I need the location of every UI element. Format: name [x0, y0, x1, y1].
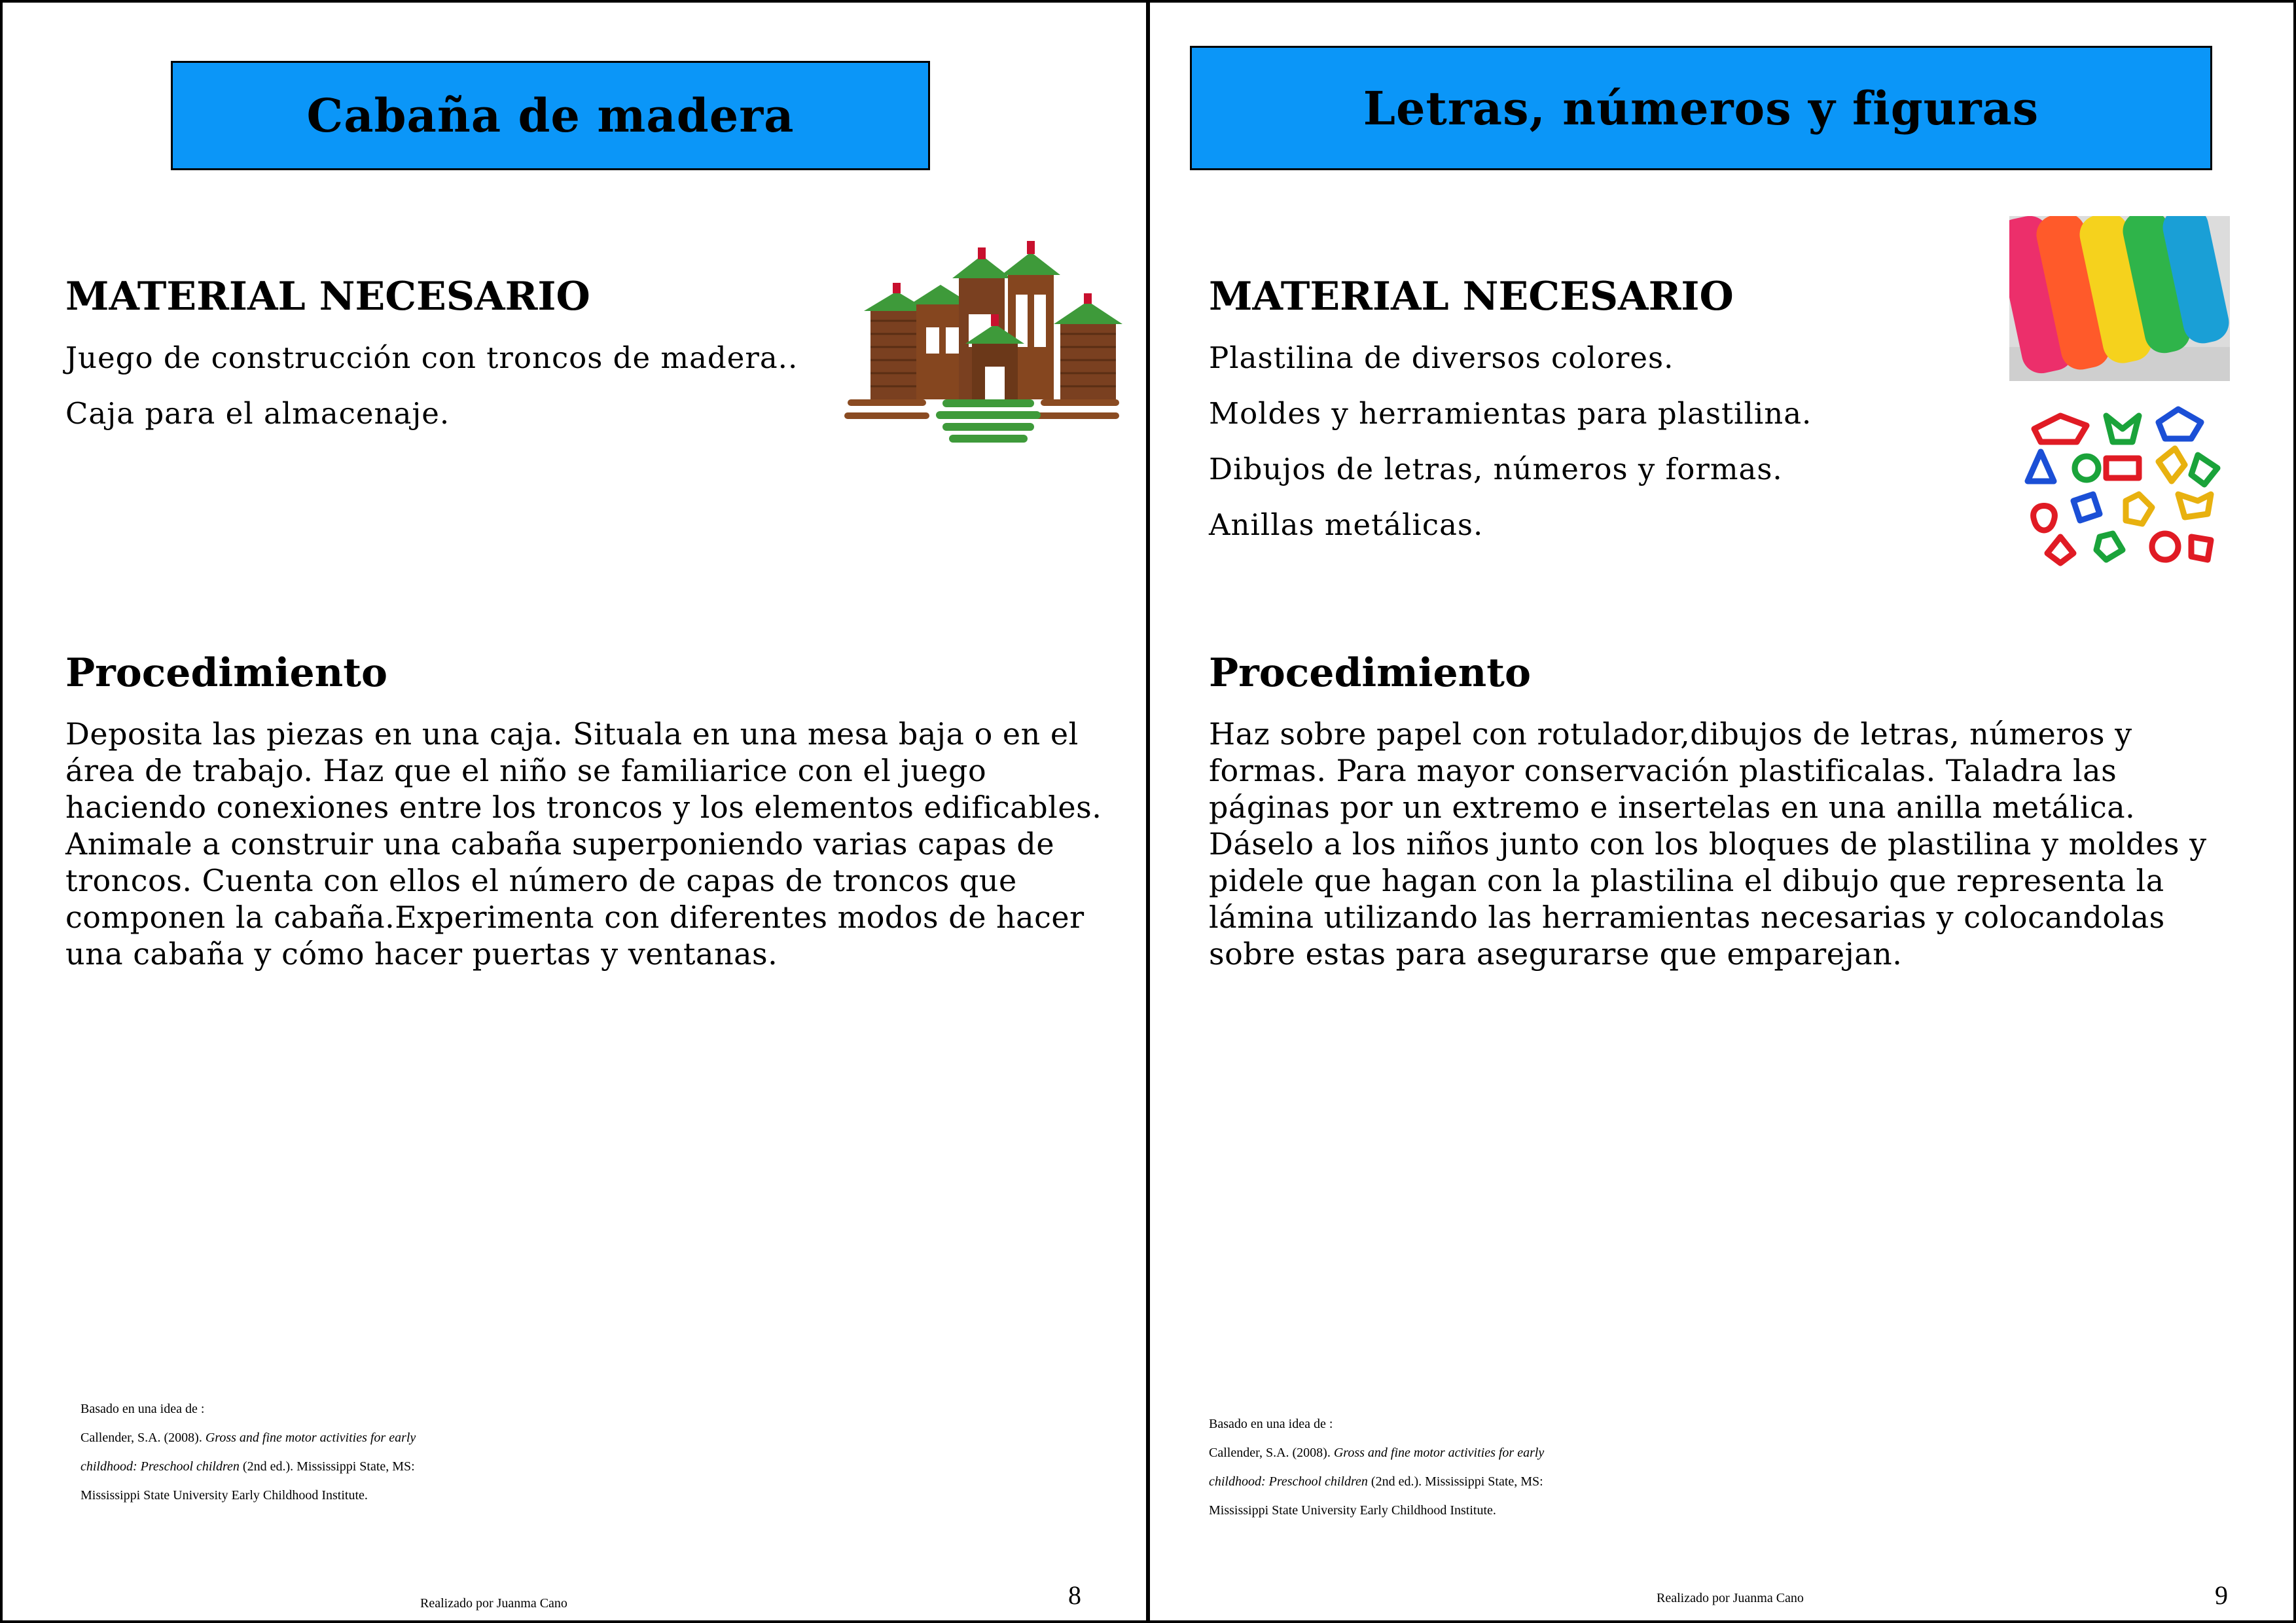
reference-intro: Basado en una idea de :: [81, 1402, 205, 1416]
left-material-item: Juego de construcción con troncos de madera..: [65, 340, 798, 375]
procedure-line: Dáselo a los niños junto con los bloques de plastilina y moldes y: [1209, 826, 2207, 862]
procedure-line: pidele que hagan con la plastilina el dibujo que representa la: [1209, 863, 2164, 898]
left-page-title: Cabaña de madera: [171, 61, 930, 170]
reference-edition: (2nd ed.). Mississippi State, MS:: [239, 1459, 415, 1474]
reference-author: Callender, S.A. (2008).: [1209, 1446, 1334, 1460]
reference-publisher: Mississippi State University Early Childhood Institute.: [81, 1488, 368, 1503]
reference-title: Gross and fine motor activities for early: [1333, 1446, 1545, 1460]
right-material-item: Dibujos de letras, números y formas.: [1209, 452, 1783, 486]
left-page-number: 8: [1068, 1580, 1081, 1610]
reference-line: [81, 1423, 416, 1452]
procedure-line: Haz sobre papel con rotulador,dibujos de letras, números y: [1209, 716, 2132, 752]
right-page: [1146, 0, 2296, 1623]
plasticine-rolls-image: [2009, 216, 2230, 381]
right-page-title: Letras, números y figuras: [1190, 46, 2212, 170]
procedure-line: área de trabajo. Haz que el niño se familiarice con el juego: [65, 753, 987, 788]
procedure-line: formas. Para mayor conservación plastificalas. Taladra las: [1209, 753, 2117, 788]
left-material-heading: MATERIAL NECESARIO: [65, 274, 590, 319]
right-material-item: Moldes y herramientas para plastilina.: [1209, 396, 1812, 431]
procedure-line: una cabaña y cómo hacer puertas y ventanas.: [65, 936, 778, 972]
plasticine-molds-image: [2015, 403, 2231, 566]
right-footer-credit: Realizado por Juanma Cano: [1657, 1591, 1804, 1605]
reference-title: childhood: Preschool children: [1209, 1474, 1368, 1489]
procedure-line: páginas por un extremo e insertelas en una anilla metálica.: [1209, 790, 2136, 825]
left-procedure-text: [65, 716, 1102, 972]
reference-line: [81, 1452, 416, 1481]
log-cabin-toy-image: [844, 236, 1126, 452]
procedure-line: lámina utilizando las herramientas necesarias y colocandolas: [1209, 900, 2165, 935]
right-reference: [1209, 1410, 1544, 1525]
procedure-line: Animale a construir una cabaña superponiendo varias capas de: [65, 826, 1055, 862]
left-reference: [81, 1395, 416, 1510]
procedure-line: haciendo conexiones entre los troncos y los elementos edificables.: [65, 790, 1102, 825]
right-page-number: 9: [2215, 1580, 2228, 1610]
right-material-heading: MATERIAL NECESARIO: [1209, 274, 1734, 319]
procedure-line: componen la cabaña.Experimenta con diferentes modos de hacer: [65, 900, 1085, 935]
right-procedure-text: [1209, 716, 2207, 972]
right-material-item: Plastilina de diversos colores.: [1209, 340, 1674, 375]
left-footer-credit: Realizado por Juanma Cano: [420, 1596, 567, 1611]
right-procedure-heading: Procedimiento: [1209, 650, 1532, 696]
reference-line: [1209, 1438, 1544, 1467]
reference-author: Callender, S.A. (2008).: [81, 1431, 206, 1445]
left-procedure-heading: Procedimiento: [65, 650, 388, 696]
procedure-line: Deposita las piezas en una caja. Situala en una mesa baja o en el: [65, 716, 1079, 752]
reference-title: Gross and fine motor activities for early: [205, 1431, 416, 1445]
procedure-line: sobre estas para asegurarse que emparejan.: [1209, 936, 1903, 972]
procedure-line: troncos. Cuenta con ellos el número de capas de troncos que: [65, 863, 1017, 898]
reference-line: [1209, 1467, 1544, 1496]
reference-intro: Basado en una idea de :: [1209, 1417, 1333, 1431]
right-material-item: Anillas metálicas.: [1209, 507, 1484, 542]
left-material-item: Caja para el almacenaje.: [65, 396, 450, 431]
reference-edition: (2nd ed.). Mississippi State, MS:: [1367, 1474, 1543, 1489]
reference-title: childhood: Preschool children: [81, 1459, 240, 1474]
reference-publisher: Mississippi State University Early Childhood Institute.: [1209, 1503, 1496, 1518]
